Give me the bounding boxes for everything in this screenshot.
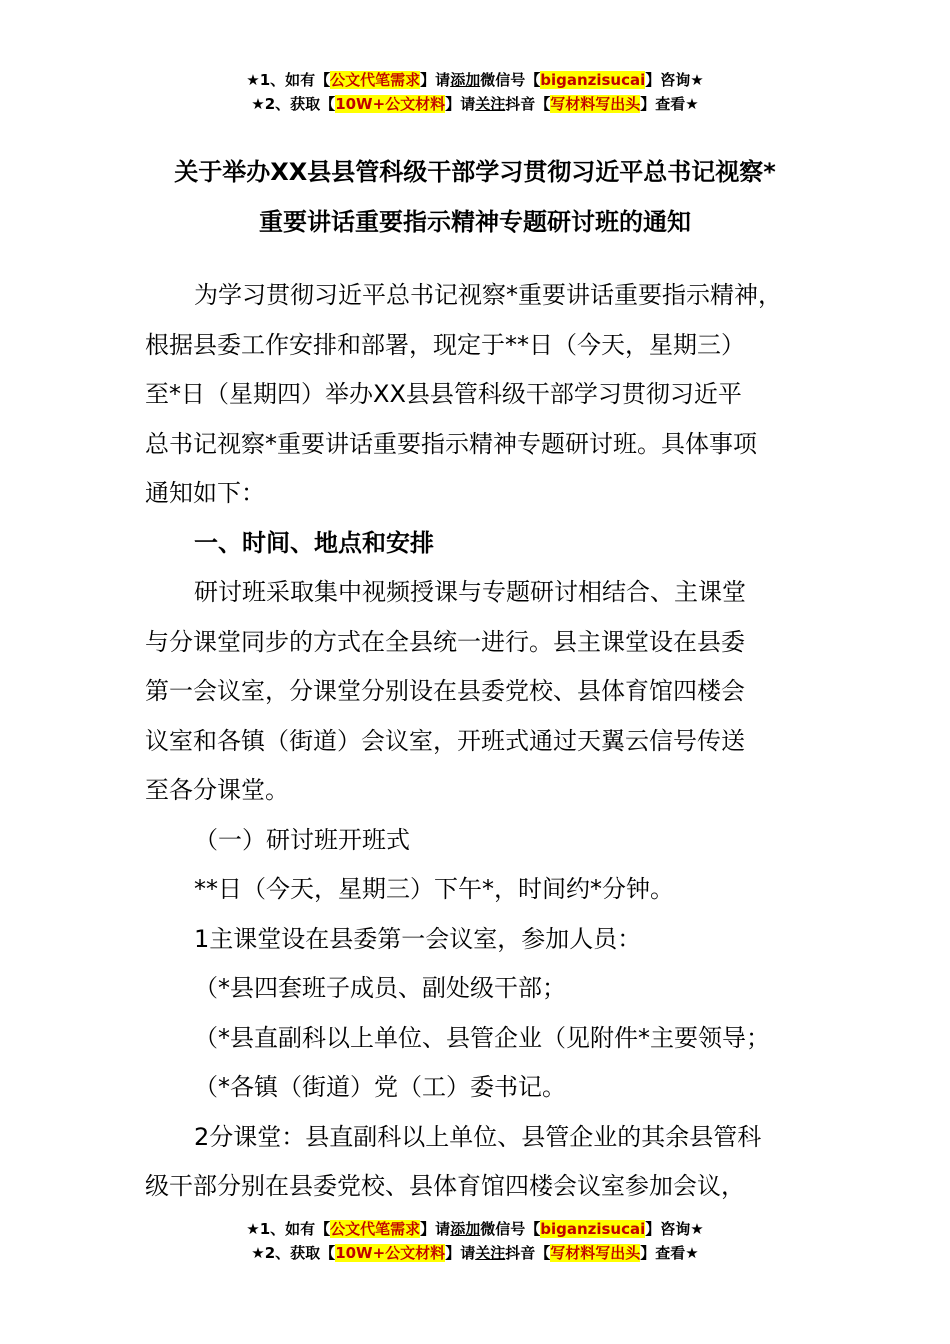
- paragraph-line: 研讨班采取集中视频授课与专题研讨相结合、主课堂: [194, 578, 746, 606]
- paragraph-line: **日（今天，星期三）下午*，时间约*分钟。: [194, 875, 674, 903]
- paragraph-line: （一）研讨班开班式: [194, 825, 410, 854]
- banner-highlight: 写材料写出头: [550, 95, 641, 113]
- banner-line-1: ★1、如有【公文代笔需求】请添加微信号【biganzisucai】咨询★: [246, 71, 704, 89]
- banner-line-1: ★1、如有【公文代笔需求】请添加微信号【biganzisucai】咨询★: [246, 1220, 704, 1238]
- document-title-line-1: 关于举办XX县县管科级干部学习贯彻习近平总书记视察*: [174, 158, 776, 186]
- paragraph-line: 总书记视察*重要讲话重要指示精神专题研讨班。具体事项: [145, 429, 757, 458]
- paragraph-line: 根据县委工作安排和部署，现定于**日（今天，星期三）: [145, 330, 745, 359]
- banner-line-2: ★2、获取【10W+公文材料】请关注抖音【写材料写出头】查看★: [251, 1244, 699, 1262]
- paragraph-line: 1主课堂设在县委第一会议室，参加人员：: [194, 924, 642, 953]
- paragraph-line: 至*日（星期四）举办XX县县管科级干部学习贯彻习近平: [145, 380, 742, 408]
- banner-line-2: ★2、获取【10W+公文材料】请关注抖音【写材料写出头】查看★: [251, 95, 699, 113]
- banner-highlight: 公文代笔需求: [330, 1220, 421, 1238]
- paragraph-line: 通知如下：: [145, 479, 265, 507]
- header-banner: [0, 68, 950, 116]
- paragraph-line: 2分课堂：县直副科以上单位、县管企业的其余县管科: [194, 1122, 762, 1151]
- banner-highlight: biganzisucai: [540, 1220, 646, 1238]
- banner-highlight: 10W+公文材料: [335, 1244, 446, 1262]
- paragraph-line: 第一会议室，分课堂分别设在县委党校、县体育馆四楼会: [145, 677, 745, 705]
- document-title-line-2: 重要讲话重要指示精神专题研讨班的通知: [259, 208, 691, 236]
- paragraph-line: 与分课堂同步的方式在全县统一进行。县主课堂设在县委: [145, 627, 745, 656]
- section-heading: 一、时间、地点和安排: [194, 528, 434, 557]
- paragraph-line: （*县直副科以上单位、县管企业（见附件*主要领导；: [194, 1023, 770, 1052]
- banner-highlight: 10W+公文材料: [335, 95, 446, 113]
- paragraph-line: （*县四套班子成员、副处级干部；: [194, 974, 566, 1002]
- paragraph-line: 议室和各镇（街道）会议室，开班式通过天翼云信号传送: [145, 726, 745, 755]
- footer-banner: [0, 1217, 950, 1265]
- banner-highlight: 公文代笔需求: [330, 71, 421, 89]
- paragraph-line: 为学习贯彻习近平总书记视察*重要讲话重要指示精神，: [194, 281, 782, 309]
- banner-highlight: biganzisucai: [540, 71, 646, 89]
- paragraph-line: 至各分课堂。: [145, 776, 289, 804]
- paragraph-line: （*各镇（街道）党（工）委书记。: [194, 1073, 566, 1101]
- document-body: [145, 271, 835, 1212]
- paragraph-line: 级干部分别在县委党校、县体育馆四楼会议室参加会议，: [145, 1172, 745, 1200]
- banner-highlight: 写材料写出头: [550, 1244, 641, 1262]
